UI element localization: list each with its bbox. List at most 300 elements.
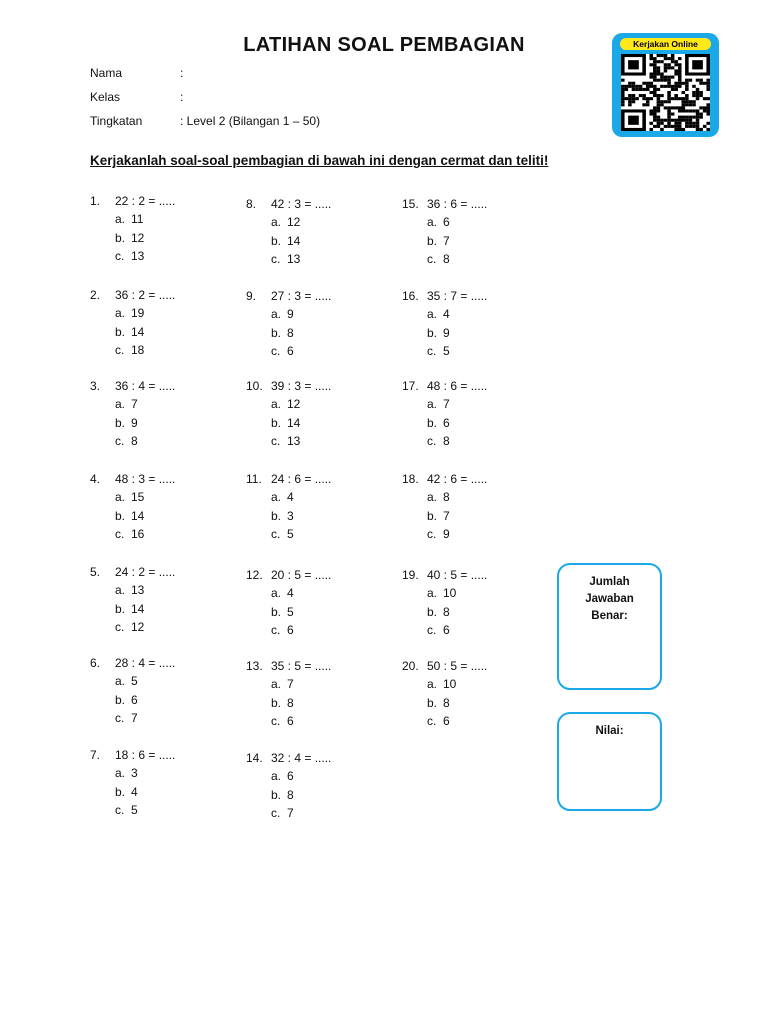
option-value: 13	[287, 433, 301, 448]
qr-module	[696, 109, 700, 112]
option-value: 7	[443, 233, 450, 248]
qr-module	[649, 97, 653, 100]
qr-module	[667, 106, 671, 109]
option-letter: c.	[115, 433, 125, 448]
answer-option[interactable]	[90, 581, 175, 599]
qr-module	[667, 82, 671, 85]
option-letter: a.	[115, 490, 126, 505]
option-letter: b.	[427, 415, 438, 430]
question-text: 24 : 2 = .....	[115, 565, 176, 579]
qr-module	[653, 76, 657, 79]
qr-module	[653, 69, 657, 72]
page-title: LATIHAN SOAL PEMBAGIAN	[243, 34, 525, 56]
answer-option[interactable]	[246, 584, 331, 602]
question-number: 2.	[90, 288, 101, 302]
qr-module	[642, 88, 646, 91]
qr-module	[699, 79, 703, 82]
qr-module	[703, 97, 707, 100]
option-letter: c.	[427, 251, 437, 266]
qr-card[interactable]	[612, 33, 719, 137]
qr-module	[653, 57, 657, 60]
qr-module	[621, 91, 625, 94]
qr-module	[667, 125, 671, 128]
option-letter: c.	[271, 251, 281, 266]
option-letter: a.	[271, 677, 282, 692]
question-stem	[246, 287, 331, 305]
qr-module	[657, 72, 661, 75]
qr-module	[674, 85, 678, 88]
qr-module	[657, 79, 661, 82]
qr-module	[706, 97, 710, 100]
instruction-text: Kerjakanlah soal-soal pembagian di bawah ini dengan cermat dan teliti!	[90, 153, 549, 168]
qr-module	[660, 85, 664, 88]
qr-module	[649, 109, 653, 112]
option-letter: b.	[115, 508, 126, 523]
qr-module	[678, 109, 682, 112]
option-value: 8	[443, 433, 450, 448]
answer-option[interactable]	[90, 691, 175, 709]
qr-module	[657, 66, 661, 69]
question-item	[246, 566, 331, 639]
qr-module	[635, 88, 639, 91]
answer-option[interactable]	[246, 232, 331, 250]
question-text: 28 : 4 = .....	[115, 656, 176, 670]
question-item	[90, 746, 175, 819]
option-value: 4	[443, 307, 450, 322]
qr-module	[667, 57, 671, 60]
qr-module	[657, 106, 661, 109]
option-letter: b.	[115, 324, 126, 339]
question-number: 4.	[90, 472, 101, 486]
question-stem	[402, 195, 487, 213]
option-letter: c.	[271, 343, 281, 358]
option-letter: c.	[427, 713, 437, 728]
question-number: 11.	[246, 472, 262, 486]
qr-module	[657, 103, 661, 106]
qr-module	[664, 76, 668, 79]
option-letter: b.	[427, 695, 438, 710]
qr-module	[667, 63, 671, 66]
option-value: 11	[131, 212, 144, 227]
qr-module	[674, 60, 678, 63]
question-stem	[90, 563, 175, 581]
answer-option[interactable]	[402, 342, 487, 360]
option-value: 14	[131, 324, 145, 339]
qr-label: Kerjakan Online	[620, 38, 711, 50]
option-value: 6	[443, 215, 450, 230]
question-number: 15.	[402, 197, 419, 211]
qr-module	[692, 100, 696, 103]
answer-option[interactable]	[402, 324, 487, 342]
answer-option[interactable]	[402, 305, 487, 323]
qr-module	[664, 100, 668, 103]
answer-option[interactable]	[402, 507, 487, 525]
answer-option[interactable]	[90, 210, 175, 228]
qr-module	[660, 100, 664, 103]
qr-module	[706, 82, 710, 85]
answer-option[interactable]	[246, 488, 331, 506]
option-letter: c.	[427, 622, 437, 637]
option-letter: b.	[271, 695, 282, 710]
answer-option[interactable]	[402, 232, 487, 250]
qr-module	[646, 100, 650, 103]
qr-module	[699, 82, 703, 85]
qr-module	[706, 85, 710, 88]
answer-option[interactable]	[246, 213, 331, 231]
answer-option[interactable]	[246, 603, 331, 621]
answer-option[interactable]	[402, 675, 487, 693]
option-letter: c.	[115, 248, 125, 263]
qr-module	[667, 122, 671, 125]
qr-module	[660, 94, 664, 97]
option-letter: c.	[115, 710, 125, 725]
answer-option[interactable]	[90, 395, 175, 413]
answer-option[interactable]	[246, 324, 331, 342]
question-number: 7.	[90, 748, 101, 762]
qr-module	[621, 100, 625, 103]
question-stem	[246, 377, 331, 395]
option-value: 5	[287, 526, 294, 541]
qr-module	[649, 54, 653, 57]
question-number: 19.	[402, 568, 419, 582]
answer-option[interactable]	[246, 414, 331, 432]
answer-option[interactable]	[246, 432, 331, 450]
option-letter: b.	[427, 604, 438, 619]
qr-module	[653, 119, 657, 122]
qr-module	[699, 113, 703, 116]
answer-option[interactable]	[90, 600, 175, 618]
qr-module	[682, 106, 686, 109]
option-value: 10	[443, 586, 457, 601]
qr-module	[706, 122, 710, 125]
answer-option[interactable]	[246, 395, 331, 413]
qr-module	[685, 116, 689, 119]
option-value: 8	[443, 695, 450, 710]
qr-module	[653, 109, 657, 112]
qr-module	[671, 125, 675, 128]
option-letter: a.	[271, 397, 282, 412]
qr-code-graphic	[621, 54, 710, 131]
qr-module	[706, 128, 710, 131]
qr-module	[667, 109, 671, 112]
option-value: 9	[131, 415, 138, 430]
option-letter: b.	[115, 415, 126, 430]
qr-module	[628, 103, 632, 106]
answer-option[interactable]	[402, 432, 487, 450]
qr-module	[653, 60, 657, 63]
answer-option[interactable]	[90, 414, 175, 432]
qr-module	[682, 119, 686, 122]
qr-module	[671, 60, 675, 63]
option-value: 13	[131, 248, 145, 263]
qr-module	[653, 113, 657, 116]
qr-module	[692, 94, 696, 97]
answer-option[interactable]	[402, 694, 487, 712]
qr-module	[657, 122, 661, 125]
qr-module	[621, 85, 625, 88]
answer-option[interactable]	[402, 213, 487, 231]
option-value: 12	[131, 619, 145, 634]
question-stem	[90, 654, 175, 672]
qr-module	[660, 128, 664, 131]
answer-option[interactable]	[90, 709, 175, 727]
question-item	[90, 563, 175, 636]
answer-option[interactable]	[246, 786, 331, 804]
option-letter: a.	[115, 674, 126, 689]
option-letter: a.	[271, 490, 282, 505]
option-letter: c.	[427, 343, 437, 358]
qr-module	[692, 91, 696, 94]
option-value: 10	[443, 677, 457, 692]
question-item	[90, 286, 175, 359]
answer-option[interactable]	[402, 584, 487, 602]
qr-module	[685, 103, 689, 106]
qr-module	[671, 54, 675, 57]
qr-module	[696, 116, 700, 119]
answer-option[interactable]	[402, 488, 487, 506]
qr-module	[632, 94, 636, 97]
answer-option[interactable]	[246, 767, 331, 785]
qr-module	[649, 122, 653, 125]
qr-finder-inner	[628, 116, 639, 125]
qr-module	[706, 79, 710, 82]
answer-option[interactable]	[246, 621, 331, 639]
qr-code-icon[interactable]	[621, 54, 710, 131]
qr-module	[706, 103, 710, 106]
qr-module	[696, 94, 700, 97]
question-text: 48 : 6 = .....	[427, 379, 488, 393]
option-value: 14	[131, 601, 145, 616]
question-item	[90, 192, 175, 265]
qr-module	[649, 128, 653, 131]
option-letter: a.	[115, 306, 126, 321]
option-letter: a.	[427, 215, 438, 230]
qr-module	[649, 85, 653, 88]
qr-module	[674, 88, 678, 91]
option-letter: c.	[271, 622, 281, 637]
answer-option[interactable]	[246, 694, 331, 712]
qr-module	[682, 100, 686, 103]
qr-module	[667, 113, 671, 116]
qr-module	[696, 97, 700, 100]
answer-option[interactable]	[90, 323, 175, 341]
answer-option[interactable]	[90, 801, 175, 819]
qr-module	[706, 113, 710, 116]
qr-module	[678, 97, 682, 100]
answer-option[interactable]	[90, 432, 175, 450]
answer-option[interactable]	[246, 507, 331, 525]
qr-module	[649, 72, 653, 75]
qr-module	[667, 76, 671, 79]
question-item	[402, 377, 487, 450]
qr-module	[699, 94, 703, 97]
qr-module	[699, 106, 703, 109]
qr-module	[671, 106, 675, 109]
option-letter: c.	[115, 342, 125, 357]
qr-module	[639, 94, 643, 97]
qr-finder-inner	[628, 60, 639, 69]
qr-module	[706, 88, 710, 91]
option-value: 14	[287, 415, 301, 430]
option-value: 6	[287, 769, 294, 784]
qr-module	[653, 85, 657, 88]
option-value: 8	[287, 695, 294, 710]
answer-option[interactable]	[90, 304, 175, 322]
answer-option[interactable]	[402, 414, 487, 432]
qr-module	[621, 97, 625, 100]
qr-module	[678, 125, 682, 128]
qr-module	[682, 116, 686, 119]
qr-module	[653, 88, 657, 91]
qr-module	[671, 97, 675, 100]
qr-module	[678, 63, 682, 66]
question-text: 27 : 3 = .....	[271, 289, 332, 303]
qr-module	[660, 119, 664, 122]
question-number: 8.	[246, 197, 257, 211]
option-value: 6	[287, 622, 294, 637]
qr-module	[667, 85, 671, 88]
qr-module	[646, 103, 650, 106]
qr-module	[653, 91, 657, 94]
answer-option[interactable]	[402, 712, 487, 730]
qr-module	[657, 94, 661, 97]
qr-module	[667, 94, 671, 97]
option-value: 6	[443, 713, 450, 728]
qr-module	[696, 125, 700, 128]
qr-module	[678, 116, 682, 119]
option-value: 7	[287, 677, 294, 692]
qr-module	[706, 106, 710, 109]
option-letter: a.	[271, 215, 282, 230]
option-value: 6	[443, 415, 450, 430]
qr-module	[689, 122, 693, 125]
answer-option[interactable]	[90, 229, 175, 247]
option-letter: b.	[427, 325, 438, 340]
question-text: 42 : 3 = .....	[271, 197, 332, 211]
answer-option[interactable]	[246, 342, 331, 360]
question-stem	[90, 192, 175, 210]
answer-option[interactable]	[246, 804, 331, 822]
qr-module	[632, 100, 636, 103]
answer-option[interactable]	[90, 525, 175, 543]
answer-option[interactable]	[246, 675, 331, 693]
option-value: 5	[131, 674, 138, 689]
option-letter: a.	[427, 397, 438, 412]
answer-option[interactable]	[402, 395, 487, 413]
answer-option[interactable]	[402, 250, 487, 268]
option-letter: a.	[271, 307, 282, 322]
option-value: 12	[287, 215, 301, 230]
qr-module	[696, 113, 700, 116]
question-text: 50 : 5 = .....	[427, 659, 488, 673]
qr-module	[692, 125, 696, 128]
qr-module	[696, 79, 700, 82]
qr-module	[674, 106, 678, 109]
qr-module	[653, 125, 657, 128]
option-value: 6	[131, 692, 138, 707]
option-value: 8	[443, 490, 450, 505]
answer-option[interactable]	[246, 305, 331, 323]
qr-module	[657, 116, 661, 119]
question-item	[246, 195, 331, 268]
answer-option[interactable]	[90, 341, 175, 359]
answer-option[interactable]	[90, 764, 175, 782]
answer-option[interactable]	[90, 488, 175, 506]
question-text: 40 : 5 = .....	[427, 568, 488, 582]
qr-module	[642, 97, 646, 100]
question-item	[246, 749, 331, 822]
option-value: 19	[131, 306, 145, 321]
qr-module	[657, 119, 661, 122]
info-label: Kelas	[90, 90, 121, 104]
qr-module	[657, 97, 661, 100]
qr-module	[664, 106, 668, 109]
answer-option[interactable]	[402, 621, 487, 639]
answer-option[interactable]	[90, 618, 175, 636]
qr-module	[678, 79, 682, 82]
option-letter: c.	[271, 526, 281, 541]
qr-module	[692, 85, 696, 88]
question-item	[90, 470, 175, 543]
option-letter: c.	[271, 433, 281, 448]
question-text: 36 : 6 = .....	[427, 197, 488, 211]
option-value: 4	[131, 784, 138, 799]
question-number: 17.	[402, 379, 419, 393]
option-letter: c.	[427, 433, 437, 448]
question-text: 32 : 4 = .....	[271, 751, 332, 765]
answer-option[interactable]	[90, 672, 175, 690]
option-letter: b.	[115, 230, 126, 245]
qr-module	[699, 91, 703, 94]
qr-module	[664, 85, 668, 88]
qr-finder-inner	[692, 60, 703, 69]
qr-module	[674, 97, 678, 100]
option-letter: a.	[115, 766, 126, 781]
option-value: 5	[131, 802, 138, 817]
answer-option[interactable]	[90, 247, 175, 265]
option-letter: b.	[115, 784, 126, 799]
qr-module	[699, 116, 703, 119]
answer-option[interactable]	[246, 525, 331, 543]
qr-module	[653, 63, 657, 66]
qr-module	[674, 69, 678, 72]
question-stem	[90, 286, 175, 304]
option-value: 5	[287, 604, 294, 619]
answer-option[interactable]	[402, 603, 487, 621]
answer-option[interactable]	[90, 507, 175, 525]
qr-module	[646, 97, 650, 100]
answer-option[interactable]	[90, 783, 175, 801]
option-value: 7	[131, 710, 138, 725]
qr-module	[642, 82, 646, 85]
option-letter: a.	[271, 769, 282, 784]
qr-module	[678, 69, 682, 72]
qr-module	[628, 100, 632, 103]
qr-module	[678, 122, 682, 125]
answer-option[interactable]	[246, 712, 331, 730]
qr-module	[689, 119, 693, 122]
answer-option[interactable]	[246, 250, 331, 268]
qr-module	[671, 113, 675, 116]
qr-module	[649, 63, 653, 66]
option-letter: c.	[271, 805, 281, 820]
question-stem	[246, 657, 331, 675]
qr-module	[660, 76, 664, 79]
answer-option[interactable]	[402, 525, 487, 543]
qr-module	[682, 109, 686, 112]
question-number: 10.	[246, 379, 263, 393]
question-number: 3.	[90, 379, 101, 393]
